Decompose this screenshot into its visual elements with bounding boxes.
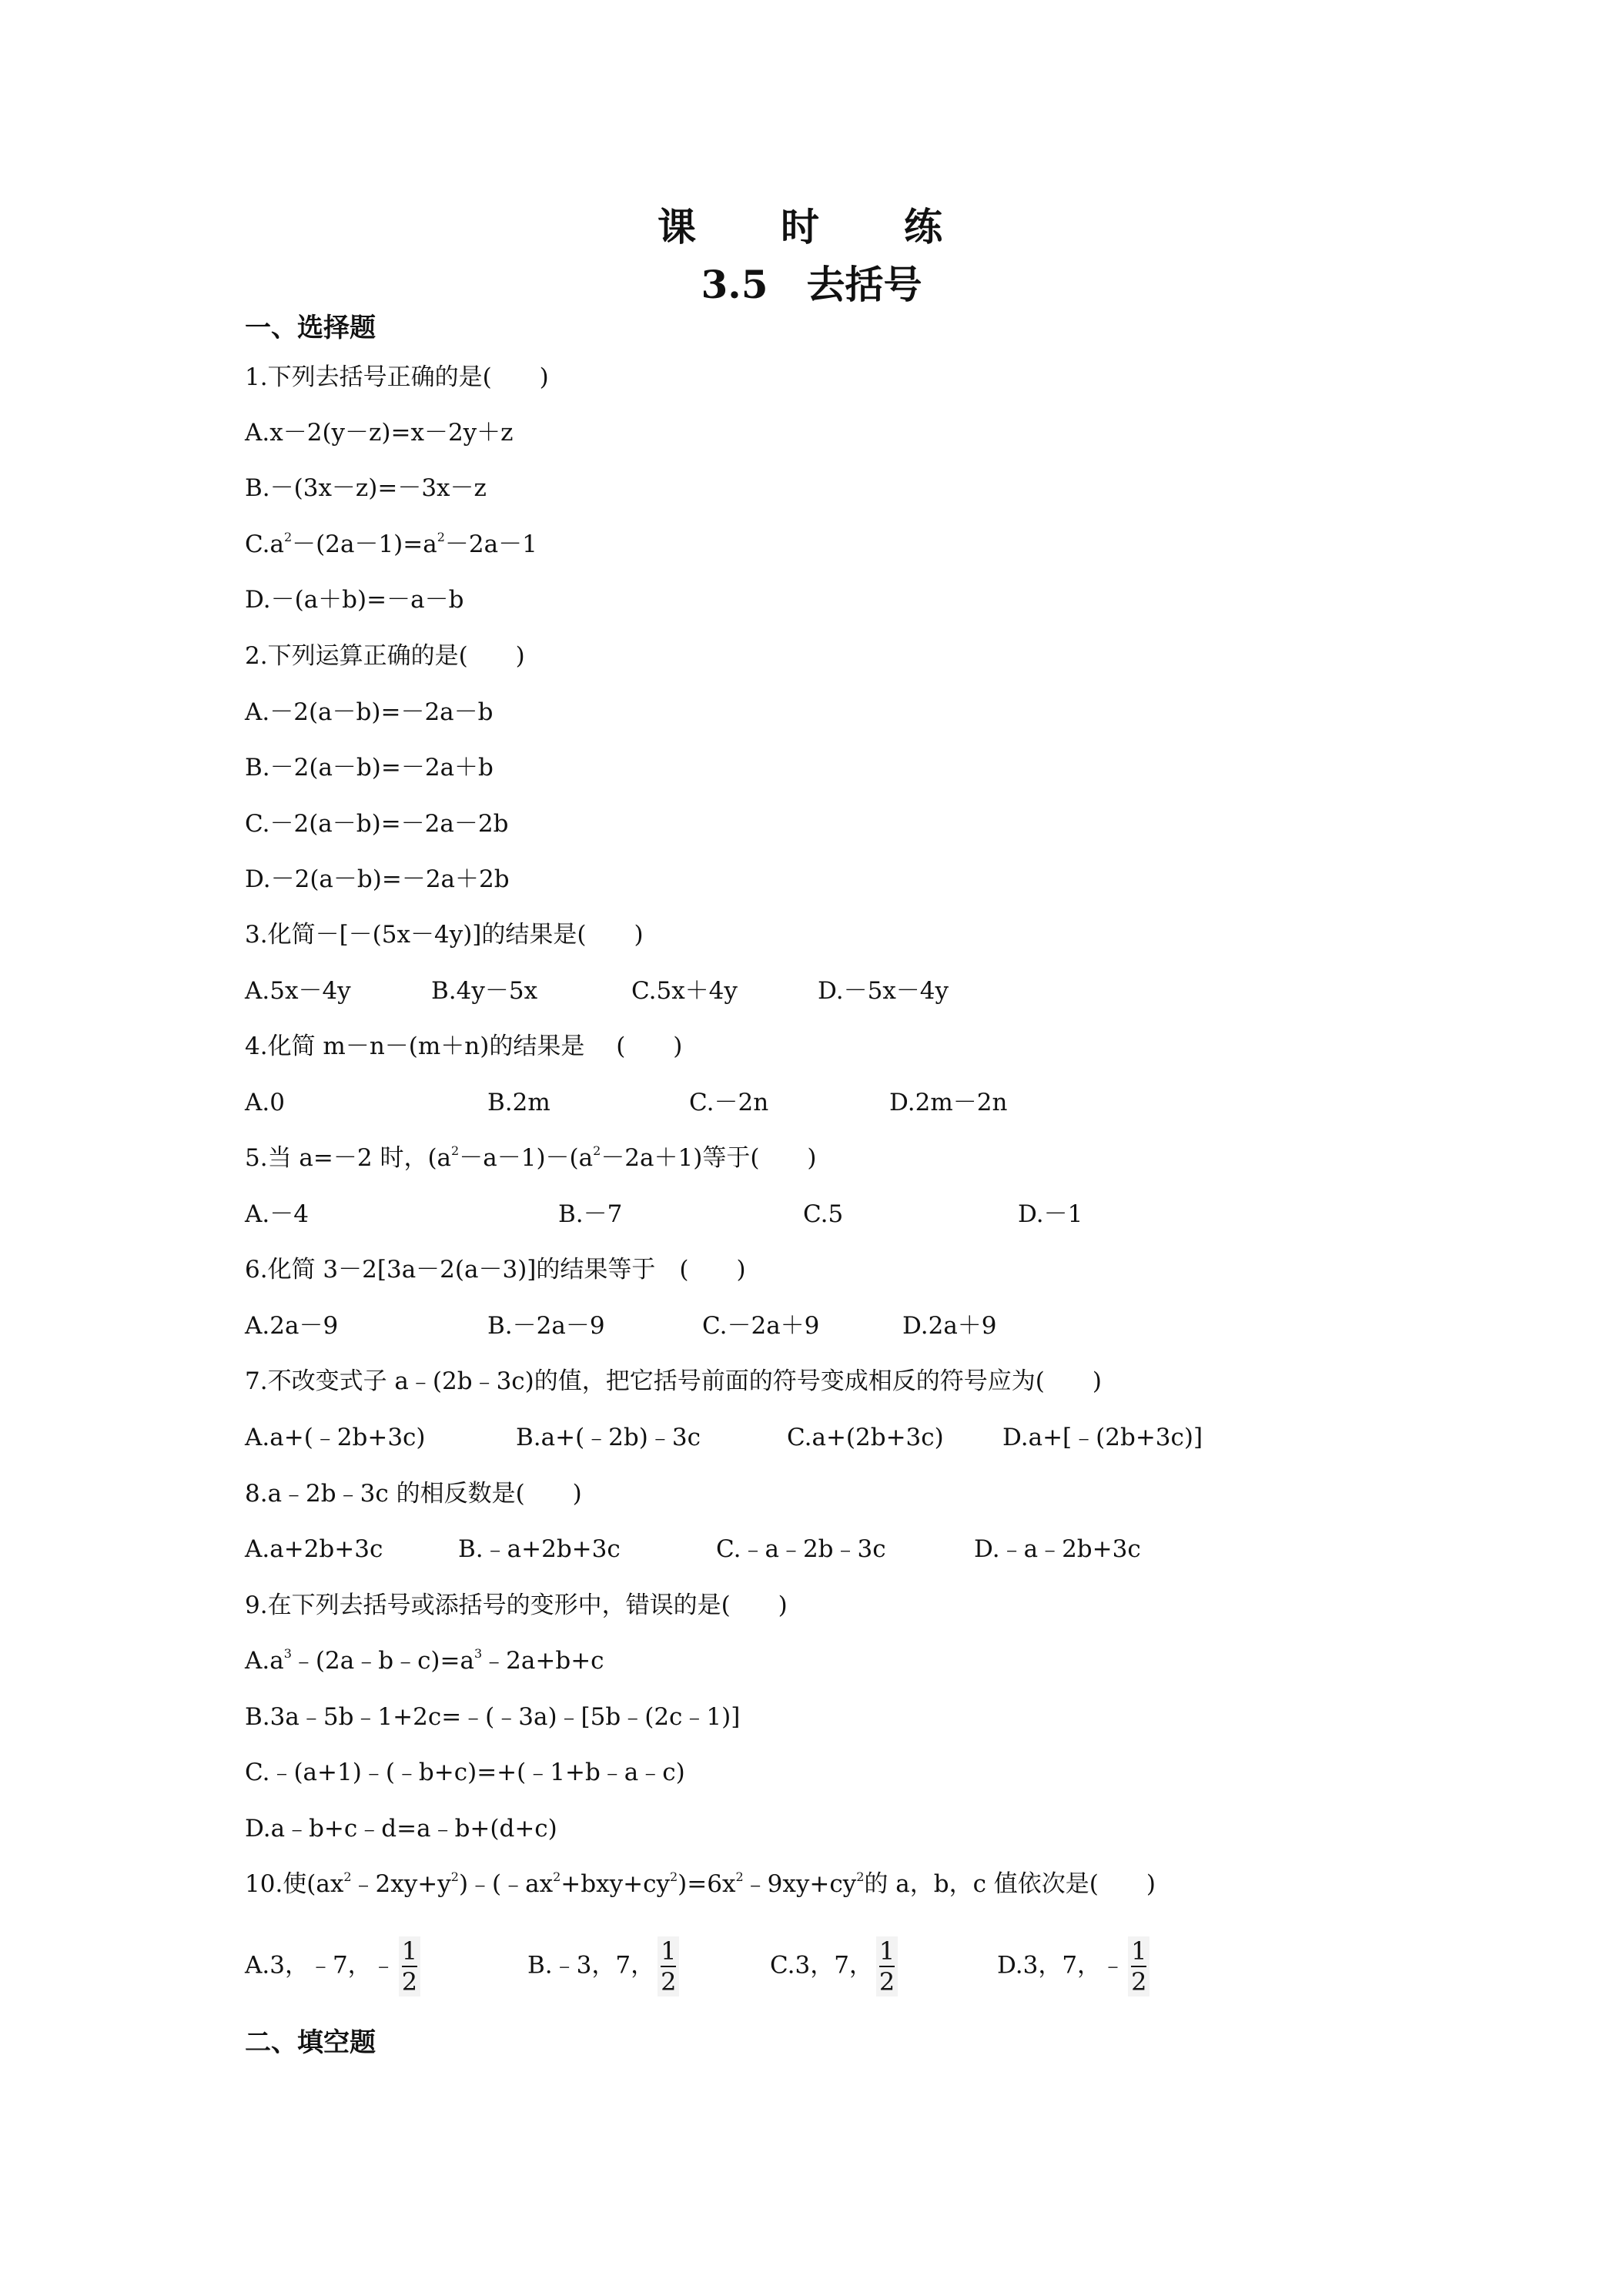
q10-option-d: D.3，7，﹣ $\frac{1}{2}$ xyxy=(997,1936,1149,1996)
q6-option-c: C.－2a＋9 xyxy=(702,1312,820,1340)
q3-option-d: D.－5x－4y xyxy=(818,977,949,1005)
q5-option-d: D.－1 xyxy=(1018,1200,1083,1228)
fraction-half: $\frac{1}{2}$ xyxy=(1128,1936,1149,1996)
fraction-half: $\frac{1}{2}$ xyxy=(399,1936,420,1996)
q7-option-d: D.a+[﹣(2b+3c)] xyxy=(1002,1424,1203,1451)
q1-option-d: D.－(a＋b)=－a－b xyxy=(245,586,464,614)
q7-option-c: C.a+(2b+3c) xyxy=(787,1424,944,1451)
q3-option-c: C.5x＋4y xyxy=(631,977,738,1005)
q9-option-a: $A.a^3﹣(2a﹣b﹣c)=a^3﹣2a+b+c$ xyxy=(245,1646,604,1675)
q8-stem: 8.a﹣2b﹣3c 的相反数是( ) xyxy=(245,1480,582,1508)
q8-option-a: A.a+2b+3c xyxy=(245,1535,383,1563)
fraction-half: $\frac{1}{2}$ xyxy=(876,1936,898,1996)
q10-stem: 10.使$(ax^2﹣2xy+y^2)﹣(﹣ax^2+bxy+cy^2)=6x^2﹣9xy+cy^2$的 a，b，c 值依次是( ) xyxy=(245,1869,1156,1898)
q6-option-b: B.－2a－9 xyxy=(487,1312,605,1340)
q8-option-b: B.﹣a+2b+3c xyxy=(458,1535,621,1563)
q4-option-a: A.0 xyxy=(245,1089,285,1116)
section-fill-heading: 二、填空题 xyxy=(245,2027,376,2058)
q8-option-d: D.﹣a﹣2b+3c xyxy=(974,1535,1141,1563)
q6-stem: 6.化简 3－2[3a－2(a－3)]的结果等于 ( ) xyxy=(245,1256,746,1284)
q4-stem: 4.化简 m－n－(m＋n)的结果是 ( ) xyxy=(245,1033,683,1060)
q7-stem: 7.不改变式子 a﹣(2b﹣3c)的值，把它括号前面的符号变成相反的符号应为( ) xyxy=(245,1367,1102,1395)
q2-option-c: C.－2(a－b)=－2a－2b xyxy=(245,810,509,838)
q5-stem: 5.当 a=－2 时，$(a^2-a-1)-(a^2-2a+1)$等于( ) xyxy=(245,1143,817,1172)
lesson-name: 去括号 xyxy=(806,263,922,307)
q3-stem: 3.化简－[－(5x－4y)]的结果是( ) xyxy=(245,921,644,949)
q2-option-d: D.－2(a－b)=－2a＋2b xyxy=(245,865,510,893)
q5-option-b: B.－7 xyxy=(558,1200,623,1228)
q1-option-b: B.－(3x－z)=－3x－z xyxy=(245,474,487,502)
q4-option-c: C.－2n xyxy=(689,1089,769,1116)
q1-stem: 1.下列去括号正确的是( ) xyxy=(245,363,549,391)
q6-option-d: D.2a＋9 xyxy=(902,1312,997,1340)
fraction-half: $\frac{1}{2}$ xyxy=(658,1936,679,1996)
q2-option-b: B.－2(a－b)=－2a＋b xyxy=(245,754,494,782)
q6-option-a: A.2a－9 xyxy=(245,1312,339,1340)
q3-option-b: B.4y－5x xyxy=(431,977,538,1005)
q10-option-a: A.3，﹣7，﹣ $\frac{1}{2}$ xyxy=(245,1936,420,1996)
q9-option-d: D.a﹣b+c﹣d=a﹣b+(d+c) xyxy=(245,1815,557,1842)
q10-option-b: B.﹣3，7， $\frac{1}{2}$ xyxy=(527,1936,679,1996)
q4-option-b: B.2m xyxy=(487,1089,550,1116)
q2-option-a: A.－2(a－b)=－2a－b xyxy=(245,698,494,726)
q3-option-a: A.5x－4y xyxy=(245,977,351,1005)
q4-option-d: D.2m－2n xyxy=(889,1089,1008,1116)
q8-option-c: C.﹣a﹣2b﹣3c xyxy=(716,1535,886,1563)
q10-option-c: C.3，7， $\frac{1}{2}$ xyxy=(770,1936,898,1996)
lesson-number: 3.5 xyxy=(701,262,768,307)
q5-option-c: C.5 xyxy=(803,1200,844,1228)
q5-option-a: A.－4 xyxy=(245,1200,309,1228)
q1-option-a: A.x－2(y－z)=x－2y＋z xyxy=(245,419,514,447)
q2-stem: 2.下列运算正确的是( ) xyxy=(245,642,525,670)
q9-option-c: C.﹣(a+1)﹣(﹣b+c)=+(﹣1+b﹣a﹣c) xyxy=(245,1759,685,1786)
q9-stem: 9.在下列去括号或添括号的变形中，错误的是( ) xyxy=(245,1591,788,1619)
q7-option-a: A.a+(﹣2b+3c) xyxy=(245,1424,426,1451)
section-choice-heading: 一、选择题 xyxy=(245,313,376,343)
q7-option-b: B.a+(﹣2b)﹣3c xyxy=(516,1424,701,1451)
page-title: 课 时 练 xyxy=(658,205,965,249)
lesson-title xyxy=(0,254,1623,310)
q1-option-c: $C.a^2-(2a-1)=a^2-2a-1$ xyxy=(245,530,537,558)
q9-option-b: B.3a﹣5b﹣1+2c=﹣(﹣3a)﹣[5b﹣(2c﹣1)] xyxy=(245,1703,741,1731)
